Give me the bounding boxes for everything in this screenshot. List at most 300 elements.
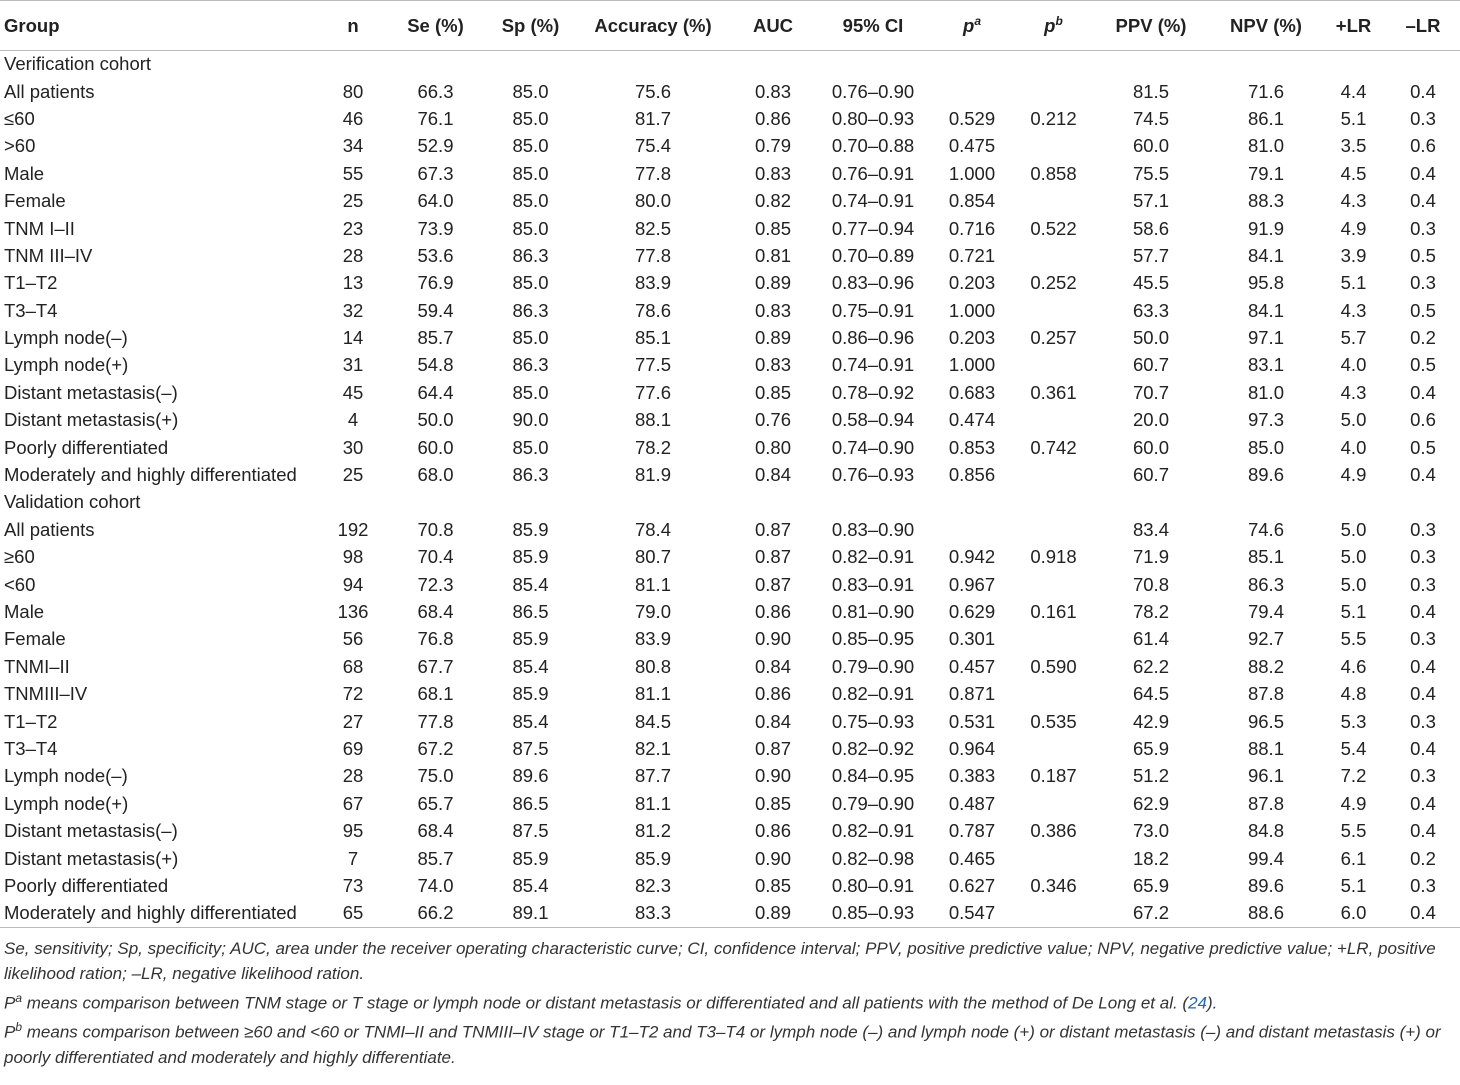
cell-n: 56 bbox=[342, 628, 364, 650]
cell-plr: 5.0 bbox=[1340, 409, 1367, 431]
cell-sp: 85.9 bbox=[512, 518, 549, 540]
cell-accuracy: 78.4 bbox=[634, 518, 671, 540]
cell-accuracy: 77.8 bbox=[634, 244, 671, 266]
cell-pb: 0.742 bbox=[1030, 436, 1077, 458]
cell-se: 67.7 bbox=[417, 655, 454, 677]
footnote-pa-sup: a bbox=[15, 990, 23, 1005]
cell-pa: 0.203 bbox=[948, 327, 996, 349]
cell-pb bbox=[1016, 790, 1091, 817]
cell-n: 45 bbox=[342, 381, 364, 403]
cell-ci: 0.75–0.91 bbox=[831, 299, 915, 321]
cell-ci: 0.86–0.96 bbox=[831, 327, 915, 349]
cell-ci: 0.74–0.91 bbox=[831, 190, 915, 212]
cell-npv: 97.1 bbox=[1247, 327, 1284, 349]
cell-ci: 0.82–0.92 bbox=[831, 737, 915, 759]
cell-pb: 0.590 bbox=[1030, 655, 1077, 677]
cell-ci: 0.85–0.95 bbox=[831, 628, 915, 650]
cell-nlr: 0.4 bbox=[1410, 737, 1436, 759]
section-label: Verification cohort bbox=[4, 53, 152, 75]
footnote-pb-text: means comparison between ≥60 and <60 or TNMI–II and TNMIII–IV stage or T1–T2 and T3–T4 or lymph node (–) and lymph node (+) or distant metastasis (–) and distant metastasis (+) or poorly differentiated and moderately and highly differentiate. bbox=[4, 1022, 1441, 1067]
cell-ci: 0.83–0.91 bbox=[831, 573, 915, 595]
cell-pa: 0.457 bbox=[948, 655, 996, 677]
table-row bbox=[0, 708, 1460, 735]
header-sp: Sp (%) bbox=[483, 1, 578, 51]
cell-n: 80 bbox=[342, 80, 364, 102]
citation-link[interactable]: 24 bbox=[1188, 993, 1208, 1013]
cell-ci: 0.84–0.95 bbox=[831, 765, 915, 787]
cell-se: 85.7 bbox=[417, 847, 454, 869]
cell-n: 65 bbox=[318, 900, 388, 927]
cell-ppv: 73.0 bbox=[1132, 820, 1169, 842]
cell-pb bbox=[1016, 78, 1091, 105]
cell-group: Lymph node(+) bbox=[4, 354, 129, 376]
cell-se: 73.9 bbox=[417, 217, 454, 239]
table-row bbox=[0, 379, 1460, 406]
cell-sp: 86.3 bbox=[512, 354, 549, 376]
cell-group: ≥60 bbox=[4, 546, 35, 568]
cell-auc: 0.90 bbox=[754, 628, 791, 650]
table-row bbox=[0, 78, 1460, 105]
cell-group: TNMIII–IV bbox=[4, 683, 88, 705]
cell-se: 59.4 bbox=[417, 299, 454, 321]
cell-pa: 1.000 bbox=[948, 354, 996, 376]
cell-sp: 85.0 bbox=[512, 217, 549, 239]
table-row bbox=[0, 133, 1460, 160]
cell-ppv: 45.5 bbox=[1132, 272, 1169, 294]
cell-plr: 4.3 bbox=[1340, 190, 1367, 212]
header-pb-letter: p bbox=[1044, 15, 1056, 37]
cell-pa: 0.627 bbox=[948, 874, 996, 896]
cell-auc: 0.85 bbox=[754, 381, 791, 403]
cell-n: 46 bbox=[342, 107, 364, 129]
cell-pa: 0.475 bbox=[948, 135, 996, 157]
cell-sp: 85.0 bbox=[512, 80, 549, 102]
cell-se: 76.9 bbox=[417, 272, 454, 294]
table-row bbox=[0, 270, 1460, 297]
cell-accuracy: 85.9 bbox=[634, 847, 671, 869]
cell-group: T1–T2 bbox=[4, 272, 58, 294]
cell-accuracy: 85.1 bbox=[634, 327, 671, 349]
cell-plr: 5.1 bbox=[1340, 601, 1367, 622]
cell-pa: 1.000 bbox=[948, 299, 996, 321]
cell-nlr: 0.4 bbox=[1410, 190, 1436, 212]
table-row bbox=[0, 817, 1460, 844]
cell-plr: 5.0 bbox=[1340, 573, 1367, 595]
cell-pa: 1.000 bbox=[948, 162, 996, 184]
cell-sp: 86.3 bbox=[512, 244, 549, 266]
cell-npv: 85.1 bbox=[1247, 546, 1284, 568]
cell-pa bbox=[928, 516, 1016, 543]
cell-pa: 0.547 bbox=[928, 900, 1016, 927]
table-row bbox=[0, 352, 1460, 379]
cell-sp: 85.9 bbox=[512, 847, 549, 869]
cell-se: 52.9 bbox=[417, 135, 454, 157]
cell-pa: 0.942 bbox=[948, 546, 996, 568]
cell-nlr: 0.4 bbox=[1410, 464, 1436, 486]
cell-sp: 85.4 bbox=[512, 655, 549, 677]
cell-pa: 0.531 bbox=[948, 710, 996, 732]
cell-ppv: 20.0 bbox=[1132, 409, 1169, 431]
cell-n: 7 bbox=[347, 847, 359, 869]
cell-se: 72.3 bbox=[417, 573, 454, 595]
cell-sp: 85.0 bbox=[512, 381, 549, 403]
cell-npv: 92.7 bbox=[1247, 628, 1284, 650]
cell-sp: 86.3 bbox=[512, 299, 549, 321]
cell-sp: 85.0 bbox=[512, 135, 549, 157]
cell-se: 68.1 bbox=[417, 683, 454, 705]
cell-accuracy: 78.2 bbox=[634, 436, 671, 458]
cell-plr: 4.0 bbox=[1340, 354, 1367, 376]
cell-npv: 96.1 bbox=[1247, 765, 1284, 787]
cell-nlr: 0.4 bbox=[1410, 683, 1436, 705]
cell-nlr: 0.3 bbox=[1410, 518, 1436, 540]
cell-plr: 4.9 bbox=[1340, 464, 1367, 486]
cell-group: <60 bbox=[4, 573, 36, 595]
table-row bbox=[0, 407, 1460, 434]
cell-pb bbox=[1016, 407, 1091, 434]
header-group: Group bbox=[0, 1, 318, 51]
cell-npv: 95.8 bbox=[1247, 272, 1284, 294]
table-row bbox=[0, 790, 1460, 817]
cell-accuracy: 83.9 bbox=[634, 628, 671, 650]
cell-plr: 4.0 bbox=[1340, 436, 1367, 458]
cell-pa: 0.301 bbox=[948, 628, 996, 650]
cell-sp: 85.4 bbox=[512, 874, 549, 896]
cell-nlr: 0.4 bbox=[1410, 80, 1436, 102]
header-pa-letter: p bbox=[963, 15, 975, 37]
cell-auc: 0.90 bbox=[754, 765, 791, 787]
cell-n: 68 bbox=[342, 655, 364, 677]
cell-nlr: 0.5 bbox=[1410, 244, 1436, 266]
cell-accuracy: 81.7 bbox=[634, 107, 671, 129]
cell-npv: 83.1 bbox=[1247, 354, 1284, 376]
cell-sp: 86.5 bbox=[512, 792, 549, 814]
cell-group: Male bbox=[4, 601, 45, 622]
cell-ppv: 83.4 bbox=[1132, 518, 1169, 540]
header-accuracy: Accuracy (%) bbox=[578, 1, 728, 51]
cell-pa: 0.383 bbox=[948, 765, 996, 787]
cell-pa: 0.853 bbox=[948, 436, 996, 458]
cell-pa: 0.465 bbox=[948, 847, 996, 869]
footnote-pb bbox=[4, 1015, 1456, 1070]
cell-pb bbox=[1016, 900, 1091, 927]
cell-group: All patients bbox=[4, 518, 95, 540]
cell-auc: 0.85 bbox=[754, 792, 791, 814]
cell-pb bbox=[1016, 516, 1091, 543]
cell-n: 136 bbox=[337, 601, 369, 622]
cell-ppv: 64.5 bbox=[1132, 683, 1169, 705]
cell-nlr: 0.4 bbox=[1410, 601, 1436, 622]
cell-se: 66.3 bbox=[417, 80, 454, 102]
footnote-pb-label: P bbox=[4, 1022, 16, 1042]
cell-ci: 0.79–0.90 bbox=[831, 655, 915, 677]
cell-ppv: 42.9 bbox=[1132, 710, 1169, 732]
footnote-pa-label: P bbox=[4, 993, 16, 1013]
table-row bbox=[0, 434, 1460, 461]
cell-n: 31 bbox=[342, 354, 364, 376]
cell-nlr: 0.3 bbox=[1410, 874, 1436, 896]
cell-ci: 0.80–0.91 bbox=[831, 874, 915, 896]
cell-sp: 89.1 bbox=[483, 900, 578, 927]
cell-plr: 4.3 bbox=[1340, 299, 1367, 321]
table-row bbox=[0, 763, 1460, 790]
footnote-abbreviations: Se, sensitivity; Sp, specificity; AUC, area under the receiver operating characteristic curve; CI, confidence interval; PPV, positive predictive value; NPV, negative predictive value; +LR, positive likelihood ration; –LR, negative likelihood ration. bbox=[4, 938, 1436, 983]
cell-auc: 0.84 bbox=[754, 655, 791, 677]
cell-se: 54.8 bbox=[417, 354, 454, 376]
cell-accuracy: 80.7 bbox=[634, 546, 671, 568]
table-row bbox=[0, 187, 1460, 214]
cell-npv: 81.0 bbox=[1247, 135, 1284, 157]
footnote-pa-text: means comparison between TNM stage or T stage or lymph node or distant metastasis or differentiated and all patients with the method of De Long et al. ( bbox=[22, 993, 1189, 1013]
section-label: Validation cohort bbox=[4, 491, 141, 513]
cell-ppv: 65.9 bbox=[1132, 737, 1169, 759]
cell-npv: 87.8 bbox=[1247, 683, 1284, 705]
cell-ppv: 81.5 bbox=[1132, 80, 1169, 102]
cell-auc: 0.89 bbox=[728, 900, 818, 927]
cell-npv: 88.2 bbox=[1247, 655, 1284, 677]
footnote-pa bbox=[4, 986, 1456, 1016]
cell-pa: 0.529 bbox=[948, 107, 996, 129]
cell-npv: 89.6 bbox=[1247, 464, 1284, 486]
cell-auc: 0.90 bbox=[754, 847, 791, 869]
cell-pb bbox=[1016, 133, 1091, 160]
cell-plr: 7.2 bbox=[1340, 765, 1367, 787]
cell-sp: 85.0 bbox=[512, 107, 549, 129]
cell-nlr: 0.3 bbox=[1410, 272, 1436, 294]
cell-nlr: 0.3 bbox=[1410, 546, 1436, 568]
cell-auc: 0.86 bbox=[754, 820, 791, 842]
cell-ci: 0.75–0.93 bbox=[831, 710, 915, 732]
cell-se: 60.0 bbox=[417, 436, 454, 458]
cell-ci: 0.77–0.94 bbox=[831, 217, 915, 239]
cell-accuracy: 81.1 bbox=[634, 792, 671, 814]
cell-plr: 4.5 bbox=[1340, 162, 1367, 184]
cell-ci: 0.76–0.90 bbox=[831, 80, 915, 102]
cell-auc: 0.86 bbox=[754, 107, 791, 129]
cell-auc: 0.83 bbox=[754, 299, 791, 321]
cell-pa: 0.203 bbox=[948, 272, 996, 294]
cell-nlr: 0.3 bbox=[1410, 628, 1436, 650]
cell-ppv: 63.3 bbox=[1132, 299, 1169, 321]
cell-plr: 6.1 bbox=[1340, 847, 1367, 869]
cell-ppv: 74.5 bbox=[1132, 107, 1169, 129]
cell-ci: 0.79–0.90 bbox=[831, 792, 915, 814]
table-row bbox=[0, 845, 1460, 872]
cell-se: 53.6 bbox=[417, 244, 454, 266]
cell-group: Female bbox=[4, 628, 66, 650]
cell-ci: 0.80–0.93 bbox=[831, 107, 915, 129]
cell-accuracy: 81.9 bbox=[634, 464, 671, 486]
cell-ci: 0.82–0.98 bbox=[831, 847, 915, 869]
cell-ppv: 18.2 bbox=[1132, 847, 1169, 869]
cell-pa: 0.871 bbox=[948, 683, 996, 705]
cell-ci: 0.58–0.94 bbox=[831, 409, 915, 431]
cell-sp: 85.4 bbox=[512, 710, 549, 732]
table-row bbox=[0, 215, 1460, 242]
cell-sp: 86.3 bbox=[512, 464, 549, 486]
cell-npv: 74.6 bbox=[1247, 518, 1284, 540]
cell-plr: 5.1 bbox=[1340, 272, 1367, 294]
cell-pa: 0.854 bbox=[948, 190, 996, 212]
cell-npv: 84.1 bbox=[1247, 299, 1284, 321]
cell-pa: 0.629 bbox=[948, 601, 996, 622]
cell-plr: 5.0 bbox=[1340, 518, 1367, 540]
cell-nlr: 0.3 bbox=[1410, 573, 1436, 595]
cell-n: 32 bbox=[342, 299, 364, 321]
cell-npv: 79.1 bbox=[1247, 162, 1284, 184]
cell-pa: 0.487 bbox=[948, 792, 996, 814]
cell-pa: 0.856 bbox=[948, 464, 996, 486]
cell-n: 4 bbox=[347, 409, 359, 431]
cell-ppv: 71.9 bbox=[1132, 546, 1169, 568]
cell-ci: 0.82–0.91 bbox=[831, 546, 915, 568]
cell-ppv: 60.7 bbox=[1132, 464, 1169, 486]
table-row bbox=[0, 626, 1460, 653]
cell-pb bbox=[1016, 242, 1091, 269]
cell-sp: 85.0 bbox=[512, 272, 549, 294]
table-row bbox=[0, 872, 1460, 899]
cell-npv: 99.4 bbox=[1247, 847, 1284, 869]
cell-pb bbox=[1016, 187, 1091, 214]
cell-accuracy: 79.0 bbox=[634, 601, 671, 622]
cell-accuracy: 84.5 bbox=[634, 710, 671, 732]
cell-pb: 0.257 bbox=[1030, 327, 1077, 349]
section-row bbox=[0, 489, 1460, 516]
cell-group: Distant metastasis(+) bbox=[4, 409, 179, 431]
cell-sp: 85.9 bbox=[512, 628, 549, 650]
cell-nlr: 0.2 bbox=[1410, 327, 1436, 349]
cell-sp: 85.0 bbox=[512, 327, 549, 349]
cell-n: 98 bbox=[342, 546, 364, 568]
cell-se: 76.1 bbox=[417, 107, 454, 129]
cell-n: 30 bbox=[342, 436, 364, 458]
header-pa-sup: a bbox=[974, 13, 981, 28]
cell-plr: 5.7 bbox=[1340, 327, 1367, 349]
cell-group: T3–T4 bbox=[4, 737, 58, 759]
cell-npv: 89.6 bbox=[1247, 874, 1284, 896]
cell-se: 76.8 bbox=[417, 628, 454, 650]
cell-sp: 85.9 bbox=[512, 546, 549, 568]
cell-ppv: 62.9 bbox=[1132, 792, 1169, 814]
cell-nlr: 0.4 bbox=[1386, 900, 1460, 927]
cell-se: 68.0 bbox=[417, 464, 454, 486]
cell-plr: 5.4 bbox=[1340, 737, 1367, 759]
cell-npv: 88.6 bbox=[1211, 900, 1321, 927]
cell-accuracy: 81.1 bbox=[634, 573, 671, 595]
cell-n: 192 bbox=[337, 518, 369, 540]
cell-auc: 0.87 bbox=[754, 546, 791, 568]
cell-sp: 85.0 bbox=[512, 436, 549, 458]
cell-auc: 0.84 bbox=[754, 464, 791, 486]
header-auc: AUC bbox=[728, 1, 818, 51]
cell-pb: 0.535 bbox=[1030, 710, 1077, 732]
cell-plr: 4.3 bbox=[1340, 381, 1367, 403]
cell-se: 67.2 bbox=[417, 737, 454, 759]
cell-ci: 0.82–0.91 bbox=[831, 820, 915, 842]
cell-group: Poorly differentiated bbox=[4, 874, 169, 896]
cell-nlr: 0.5 bbox=[1410, 436, 1436, 458]
cell-ppv: 65.9 bbox=[1132, 874, 1169, 896]
cell-accuracy: 83.9 bbox=[634, 272, 671, 294]
header-se: Se (%) bbox=[388, 1, 483, 51]
cell-group: Poorly differentiated bbox=[4, 436, 169, 458]
cell-ppv: 57.1 bbox=[1132, 190, 1169, 212]
cell-plr: 3.5 bbox=[1340, 135, 1367, 157]
cell-plr: 3.9 bbox=[1340, 244, 1367, 266]
cell-n: 94 bbox=[342, 573, 364, 595]
cell-n: 14 bbox=[342, 327, 364, 349]
cell-sp: 85.4 bbox=[512, 573, 549, 595]
cell-pb bbox=[1016, 352, 1091, 379]
cell-group: TNMI–II bbox=[4, 655, 70, 677]
cell-se: 74.0 bbox=[417, 874, 454, 896]
cell-n: 13 bbox=[342, 272, 364, 294]
cell-plr: 4.9 bbox=[1340, 217, 1367, 239]
cell-plr: 5.0 bbox=[1340, 546, 1367, 568]
cell-plr: 4.8 bbox=[1340, 683, 1367, 705]
cell-pa: 0.967 bbox=[948, 573, 996, 595]
cell-pa: 0.716 bbox=[948, 217, 996, 239]
cell-se: 75.0 bbox=[417, 765, 454, 787]
footnote-pa-end: ). bbox=[1207, 993, 1218, 1013]
header-row bbox=[0, 1, 1460, 51]
table-row bbox=[0, 105, 1460, 132]
cell-pa: 0.721 bbox=[948, 244, 996, 266]
cell-ppv: 60.0 bbox=[1132, 135, 1169, 157]
cell-auc: 0.86 bbox=[754, 601, 791, 622]
cell-ppv: 70.8 bbox=[1132, 573, 1169, 595]
cell-plr: 4.6 bbox=[1340, 655, 1367, 677]
table-row bbox=[0, 324, 1460, 351]
cell-accuracy: 80.8 bbox=[634, 655, 671, 677]
cell-n: 28 bbox=[342, 244, 364, 266]
cell-group: Distant metastasis(+) bbox=[4, 847, 179, 869]
table-row bbox=[0, 653, 1460, 680]
cell-npv: 97.3 bbox=[1247, 409, 1284, 431]
cell-nlr: 0.4 bbox=[1410, 381, 1436, 403]
cell-group: TNM III–IV bbox=[4, 244, 93, 266]
cell-ci: 0.85–0.93 bbox=[818, 900, 928, 927]
cell-accuracy: 83.3 bbox=[578, 900, 728, 927]
cell-auc: 0.80 bbox=[754, 436, 791, 458]
cell-accuracy: 77.8 bbox=[634, 162, 671, 184]
cell-plr: 6.0 bbox=[1321, 900, 1386, 927]
cell-n: 72 bbox=[342, 683, 364, 705]
cell-pb: 0.522 bbox=[1030, 217, 1077, 239]
cell-ci: 0.70–0.89 bbox=[831, 244, 915, 266]
cell-accuracy: 87.7 bbox=[634, 765, 671, 787]
cell-npv: 88.1 bbox=[1247, 737, 1284, 759]
table-row bbox=[0, 680, 1460, 707]
cell-se: 67.3 bbox=[417, 162, 454, 184]
cell-pb: 0.361 bbox=[1030, 381, 1077, 403]
cell-auc: 0.87 bbox=[754, 573, 791, 595]
cell-ci: 0.82–0.91 bbox=[831, 683, 915, 705]
cell-ppv: 78.2 bbox=[1132, 601, 1169, 622]
cell-auc: 0.84 bbox=[754, 710, 791, 732]
cell-nlr: 0.3 bbox=[1410, 107, 1436, 129]
cell-ci: 0.76–0.91 bbox=[831, 162, 915, 184]
cell-n: 55 bbox=[342, 162, 364, 184]
cell-group: Lymph node(–) bbox=[4, 765, 128, 787]
cell-pa: 0.474 bbox=[948, 409, 996, 431]
table-row bbox=[0, 900, 1460, 927]
cell-auc: 0.89 bbox=[754, 272, 791, 294]
cell-auc: 0.81 bbox=[754, 244, 791, 266]
table-row bbox=[0, 735, 1460, 762]
cell-npv: 71.6 bbox=[1247, 80, 1284, 102]
cell-pb: 0.161 bbox=[1030, 601, 1077, 622]
